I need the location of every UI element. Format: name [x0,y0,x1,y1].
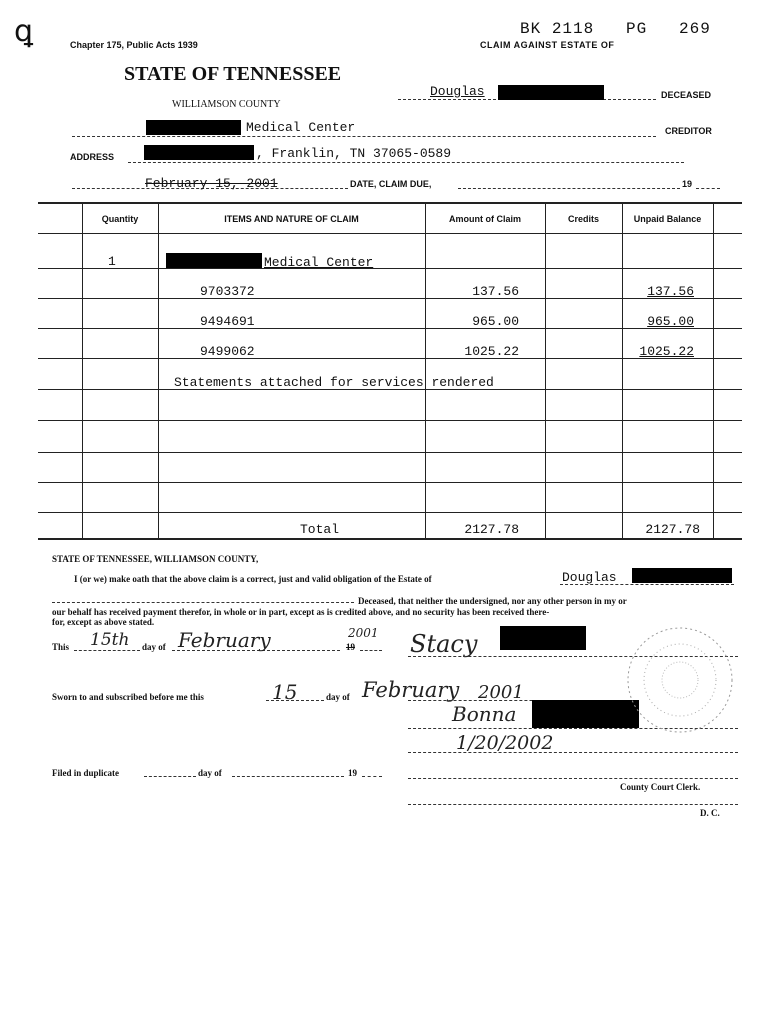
col-divider [713,202,714,540]
year-blank [360,650,382,651]
redaction-block [500,626,586,650]
year-suffix: 19 [682,179,693,189]
header-credits: Credits [567,214,599,224]
redaction-block [632,568,732,583]
col-divider [425,202,426,540]
table-top-rule [38,202,742,204]
handwritten-sworn-day: 15 [272,680,298,704]
this-label: This [52,642,70,652]
bk-label: BK [520,20,542,38]
date-value: February 15, 2001 [145,176,278,191]
redaction-block [144,145,254,160]
row-item: Medical Center [264,255,374,270]
col-divider [82,202,83,540]
signature-stacy: Stacy [410,630,478,658]
address-underline [128,162,684,163]
sworn-label: Sworn to and subscribed before me this [52,692,204,702]
address-label: ADDRESS [70,152,115,162]
deceased-name: Douglas [430,84,485,99]
table-header-rule [38,233,742,234]
sworn-day-of: day of [326,692,350,702]
header-quantity: Quantity [101,214,139,224]
state-title: STATE OF TENNESSEE [124,63,342,85]
book-page-stamp [520,20,711,38]
row-amount: 965.00 [472,314,519,329]
filed-day-underline [144,776,196,777]
pg-label: PG [626,20,648,38]
row-item: Statements attached for services rendered [174,375,494,390]
total-unpaid: 2127.78 [645,522,700,537]
row-amount: 137.56 [472,284,519,299]
deceased-blank [52,602,354,603]
total-label: Total [300,522,340,537]
row-item: 9499062 [200,344,255,359]
redaction-block [146,120,241,135]
oath-line-2: Deceased, that neither the undersigned, nor any other person in my or [358,596,627,606]
col-divider [158,202,159,540]
handwritten-sworn-month: February [362,678,460,702]
header-amount: Amount of Claim [449,214,521,224]
row-item: 9494691 [200,314,255,329]
year-underline [696,188,720,189]
dc-underline [408,804,738,805]
dc-label: D. C. [700,808,720,818]
header-items: ITEMS AND NATURE OF CLAIM [224,214,359,224]
creditor-underline [72,136,656,137]
row-unpaid: 965.00 [647,314,694,329]
clerk-underline [408,778,738,779]
county-label: WILLIAMSON COUNTY [172,99,281,110]
clerk-label: County Court Clerk. [620,782,701,792]
deceased-label: DECEASED [661,90,712,100]
estate-underline [560,584,734,585]
creditor-label: CREDITOR [665,126,712,136]
expires-underline [408,752,738,753]
estate-name: Douglas [562,570,617,585]
handwritten-month: February [178,628,271,652]
redaction-block [166,253,262,268]
row-amount: 1025.22 [464,344,519,359]
row-item: 9703372 [200,284,255,299]
printed-year: 19 [346,642,355,652]
header-unpaid: Unpaid Balance [633,214,702,224]
oath-line-1: I (or we) make oath that the above claim is a correct, just and valid obligation of the Estate of [74,574,432,584]
bk-value: 2118 [551,20,595,38]
margin-mark: ꝗ [14,15,34,48]
row-unpaid: 137.56 [647,284,694,299]
row-rule [38,512,742,513]
chapter-label: Chapter 175, Public Acts 1939 [70,40,198,50]
row-rule [38,482,742,483]
handwritten-year: 2001 [348,626,379,640]
col-divider [622,202,623,540]
row-rule [38,268,742,269]
due-underline [458,188,680,189]
filed-year: 19 [348,768,357,778]
filed-day-of: day of [198,768,222,778]
oath-state-line: STATE OF TENNESSEE, WILLIAMSON COUNTY, [52,554,259,564]
handwritten-day: 15th [90,630,130,650]
notary-seal-icon [620,620,740,740]
total-amount: 2127.78 [464,522,519,537]
notary-signature: Bonna [452,702,517,726]
date-claim-due-label: DATE, CLAIM DUE, [350,179,432,189]
col-divider [545,202,546,540]
filed-label: Filed in duplicate [52,768,120,778]
filed-year-underline [362,776,382,777]
pg-value: 269 [679,20,711,38]
row-unpaid: 1025.22 [639,344,694,359]
creditor-name: Medical Center [246,120,356,135]
handwritten-sworn-year: 2001 [478,682,524,703]
row-quantity: 1 [108,254,116,269]
filed-month-underline [232,776,344,777]
row-rule [38,420,742,421]
claim-against-label: CLAIM AGAINST ESTATE OF [480,40,615,50]
row-rule [38,452,742,453]
commission-expires: 1/20/2002 [456,732,554,754]
oath-line-4: for, except as above stated. [52,617,155,627]
redaction-block [498,85,604,100]
day-underline [74,650,140,651]
address-value: , Franklin, TN 37065-0589 [256,146,452,161]
day-of-label: day of [142,642,166,652]
oath-line-3: our behalf has received payment therefor, in whole or in part, except as is credited above, and no security has been received there- [52,607,550,617]
table-bottom-rule [38,538,742,540]
